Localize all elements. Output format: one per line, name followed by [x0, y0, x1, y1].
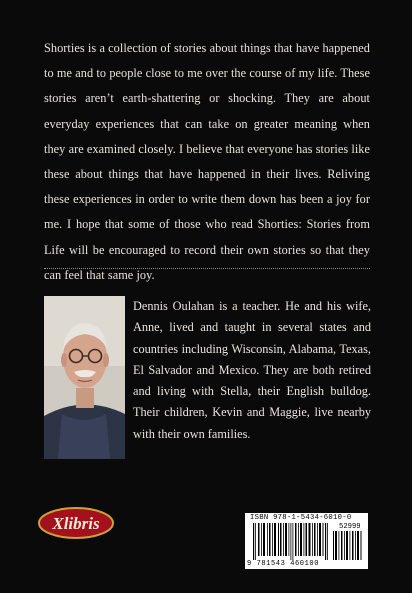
ean-digits: 9 781543 460100: [247, 560, 320, 568]
isbn-barcode: [245, 513, 368, 569]
author-bio: Dennis Oulahan is a teacher. He and his wife, Anne, lived and taught in several states and countries including Wisconsin, Alabama, Texas, El Salvador and Mexico. They are both retired and living with Stella, their English bulldog. Their children, Kevin and Maggie, live nearby with their own families.: [133, 299, 371, 441]
isbn-label: ISBN 978-1-5434-6010-0: [250, 514, 352, 522]
publisher-logo: [37, 505, 115, 541]
svg-text:Xlibris: Xlibris: [52, 514, 100, 533]
xlibris-logo-icon: [37, 505, 115, 541]
price-code: 52999: [339, 523, 361, 531]
author-photo: [44, 296, 125, 459]
author-portrait-icon: [44, 296, 125, 459]
book-blurb: Shorties is a collection of stories about things that have happened to me and to people close to me over the course of my life. These stories aren’t earth-shattering or shocking. They are about everyday experiences that can take on greater meaning when they are examined closely. I believe that everyone has stories like these about things that have happened in their lives. Reliving these experiences in order to write them down has been a joy for me. I hope that some of those who read Shorties: Stories from Life will be encouraged to record their own stories so that they can feel that same joy.: [44, 41, 370, 282]
dotted-divider: [44, 268, 370, 269]
